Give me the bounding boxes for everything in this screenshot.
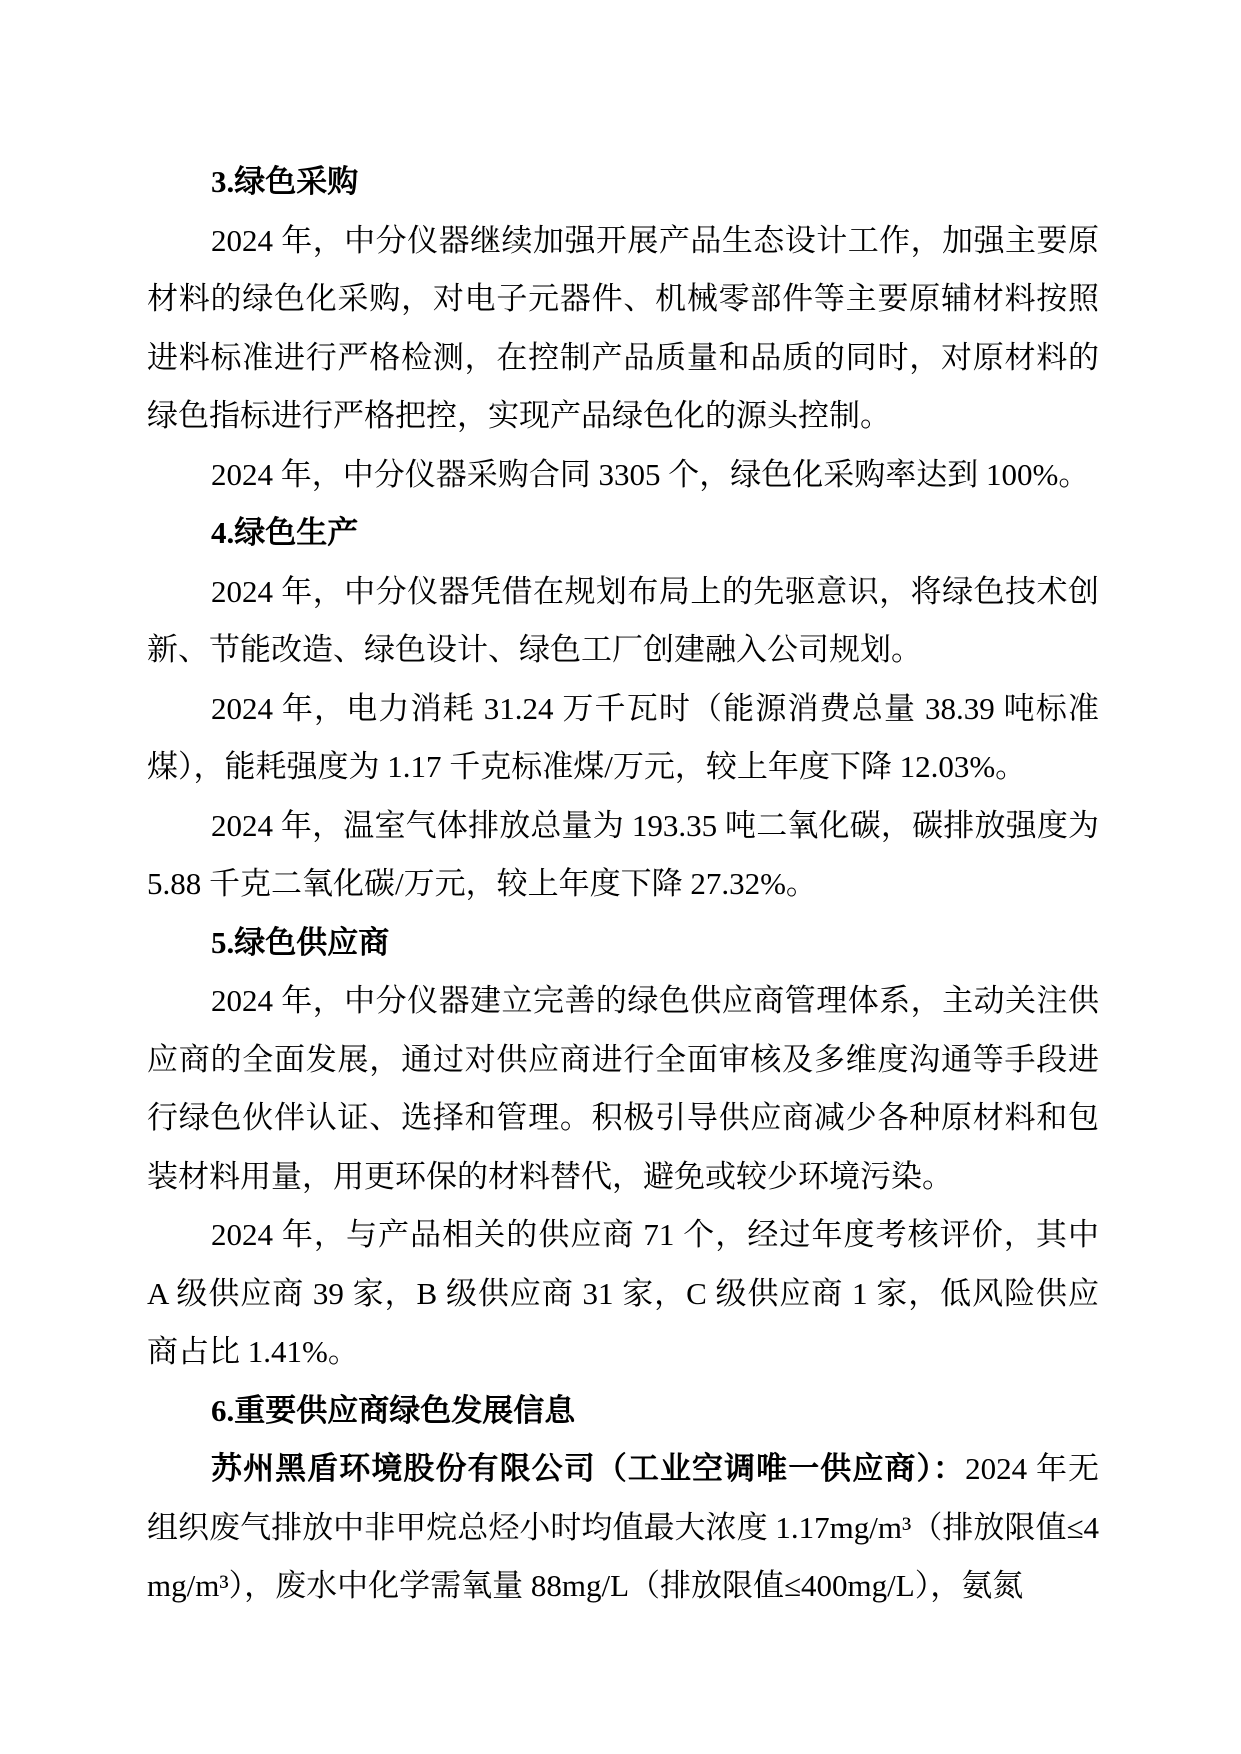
section-heading: 3.绿色采购 xyxy=(211,164,359,199)
body-paragraph: 2024 年，电力消耗 31.24 万千瓦时（能源消费总量 38.39 吨标准煤），能耗强度为 1.17 千克标准煤/万元，较上年度下降 12.03%。 xyxy=(147,690,1099,784)
body-paragraph: 2024 年，与产品相关的供应商 71 个，经过年度考核评价，其中 A 级供应商 39 家，B 级供应商 31 家，C 级供应商 1 家，低风险供应商占比 1.41%。 xyxy=(147,1217,1099,1369)
body-paragraph: 2024 年，中分仪器采购合同 3305 个，绿色化采购率达到 100%。 xyxy=(211,456,1090,492)
document-body xyxy=(147,153,1099,1616)
section-heading: 4.绿色生产 xyxy=(211,515,359,550)
body-paragraph: 苏州黑盾环境股份有限公司（工业空调唯一供应商）：2024 年无组织废气排放中非甲烷总烃小时均值最大浓度 1.17mg/m³（排放限值≤4mg/m³），废水中化学需氧量 88mg/L（排放限值≤400mg/L），氨氮 xyxy=(147,1451,1100,1603)
section-heading: 5.绿色供应商 xyxy=(211,924,390,960)
body-paragraph: 2024 年，中分仪器凭借在规划布局上的先驱意识，将绿色技术创新、节能改造、绿色设计、绿色工厂创建融入公司规划。 xyxy=(147,573,1099,667)
body-paragraph: 2024 年，中分仪器建立完善的绿色供应商管理体系，主动关注供应商的全面发展，通过对供应商进行全面审核及多维度沟通等手段进行绿色伙伴认证、选择和管理。积极引导供应商减少各种原材料和包装材料用量，用更环保的材料替代，避免或较少环境污染。 xyxy=(147,983,1099,1194)
section-heading: 6.重要供应商绿色发展信息 xyxy=(211,1392,576,1428)
supplier-name-bold-lead: 苏州黑盾环境股份有限公司（工业空调唯一供应商）： xyxy=(211,1451,966,1486)
body-paragraph: 2024 年，温室气体排放总量为 193.35 吨二氧化碳，碳排放强度为 5.88 千克二氧化碳/万元，较上年度下降 27.32%。 xyxy=(147,807,1099,901)
body-paragraph: 2024 年，中分仪器继续加强开展产品生态设计工作，加强主要原材料的绿色化采购，对电子元器件、机械零部件等主要原辅材料按照进料标准进行严格检测，在控制产品质量和品质的同时，对原材料的绿色指标进行严格把控，实现产品绿色化的源头控制。 xyxy=(147,222,1099,433)
